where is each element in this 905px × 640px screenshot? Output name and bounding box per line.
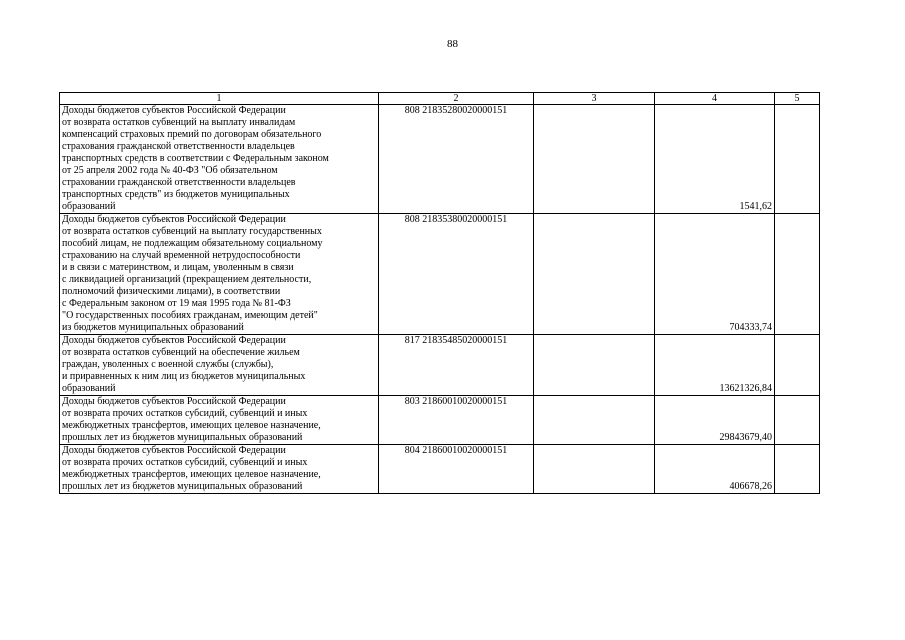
table-row [60,335,820,396]
budget-classification-code: 803 21860010020000151 [379,396,534,445]
column-3-cell [534,105,655,214]
column-header-4: 4 [655,93,775,105]
table-row [60,214,820,335]
amount-cell: 1541,62 [655,105,775,214]
column-5-cell [775,396,820,445]
amount-cell: 13621326,84 [655,335,775,396]
column-3-cell [534,214,655,335]
budget-classification-code: 804 21860010020000151 [379,445,534,494]
column-3-cell [534,445,655,494]
column-5-cell [775,445,820,494]
revenue-description: Доходы бюджетов субъектов Российской Федерации от возврата остатков субвенций на выплату инвалидам компенсаций страховых премий по договорам обязательного страхования гражданской ответственности владельцев транспортных средств в соответствии с Федеральным законом от 25 апреля 2002 года № 40-ФЗ "Об обязательном страховании гражданской ответственности владельцев транспортных средств" из бюджетов муниципальных образований [60,105,379,214]
budget-classification-code: 808 21835380020000151 [379,214,534,335]
budget-classification-code: 817 21835485020000151 [379,335,534,396]
table-row [60,396,820,445]
revenue-description: Доходы бюджетов субъектов Российской Федерации от возврата остатков субвенций на выплату государственных пособий лицам, не подлежащим обязательному социальному страхованию на случай временной нетрудоспособности и в связи с материнством, и лицам, уволенным в связи с ликвидацией организаций (прекращением деятельности, полномочий физическими лицами), в соответствии с Федеральным законом от 19 мая 1995 года № 81-ФЗ "О государственных пособиях гражданам, имеющим детей" из бюджетов муниципальных образований [60,214,379,335]
table-row [60,445,820,494]
column-5-cell [775,214,820,335]
column-header-5: 5 [775,93,820,105]
column-header-1: 1 [60,93,379,105]
column-5-cell [775,335,820,396]
page-number: 88 [447,38,458,50]
column-5-cell [775,105,820,214]
budget-table [59,92,820,494]
column-number-row [60,93,820,105]
amount-cell: 29843679,40 [655,396,775,445]
column-3-cell [534,335,655,396]
amount-cell: 406678,26 [655,445,775,494]
revenue-description: Доходы бюджетов субъектов Российской Федерации от возврата прочих остатков субсидий, субвенций и иных межбюджетных трансфертов, имеющих целевое назначение, прошлых лет из бюджетов муниципальных образований [60,445,379,494]
column-header-2: 2 [379,93,534,105]
budget-classification-code: 808 21835280020000151 [379,105,534,214]
amount-cell: 704333,74 [655,214,775,335]
column-header-3: 3 [534,93,655,105]
column-3-cell [534,396,655,445]
revenue-description: Доходы бюджетов субъектов Российской Федерации от возврата прочих остатков субсидий, субвенций и иных межбюджетных трансфертов, имеющих целевое назначение, прошлых лет из бюджетов муниципальных образований [60,396,379,445]
revenue-description: Доходы бюджетов субъектов Российской Федерации от возврата остатков субвенций на обеспечение жильем граждан, уволенных с военной службы (службы), и приравненных к ним лиц из бюджетов муниципальных образований [60,335,379,396]
table-row [60,105,820,214]
